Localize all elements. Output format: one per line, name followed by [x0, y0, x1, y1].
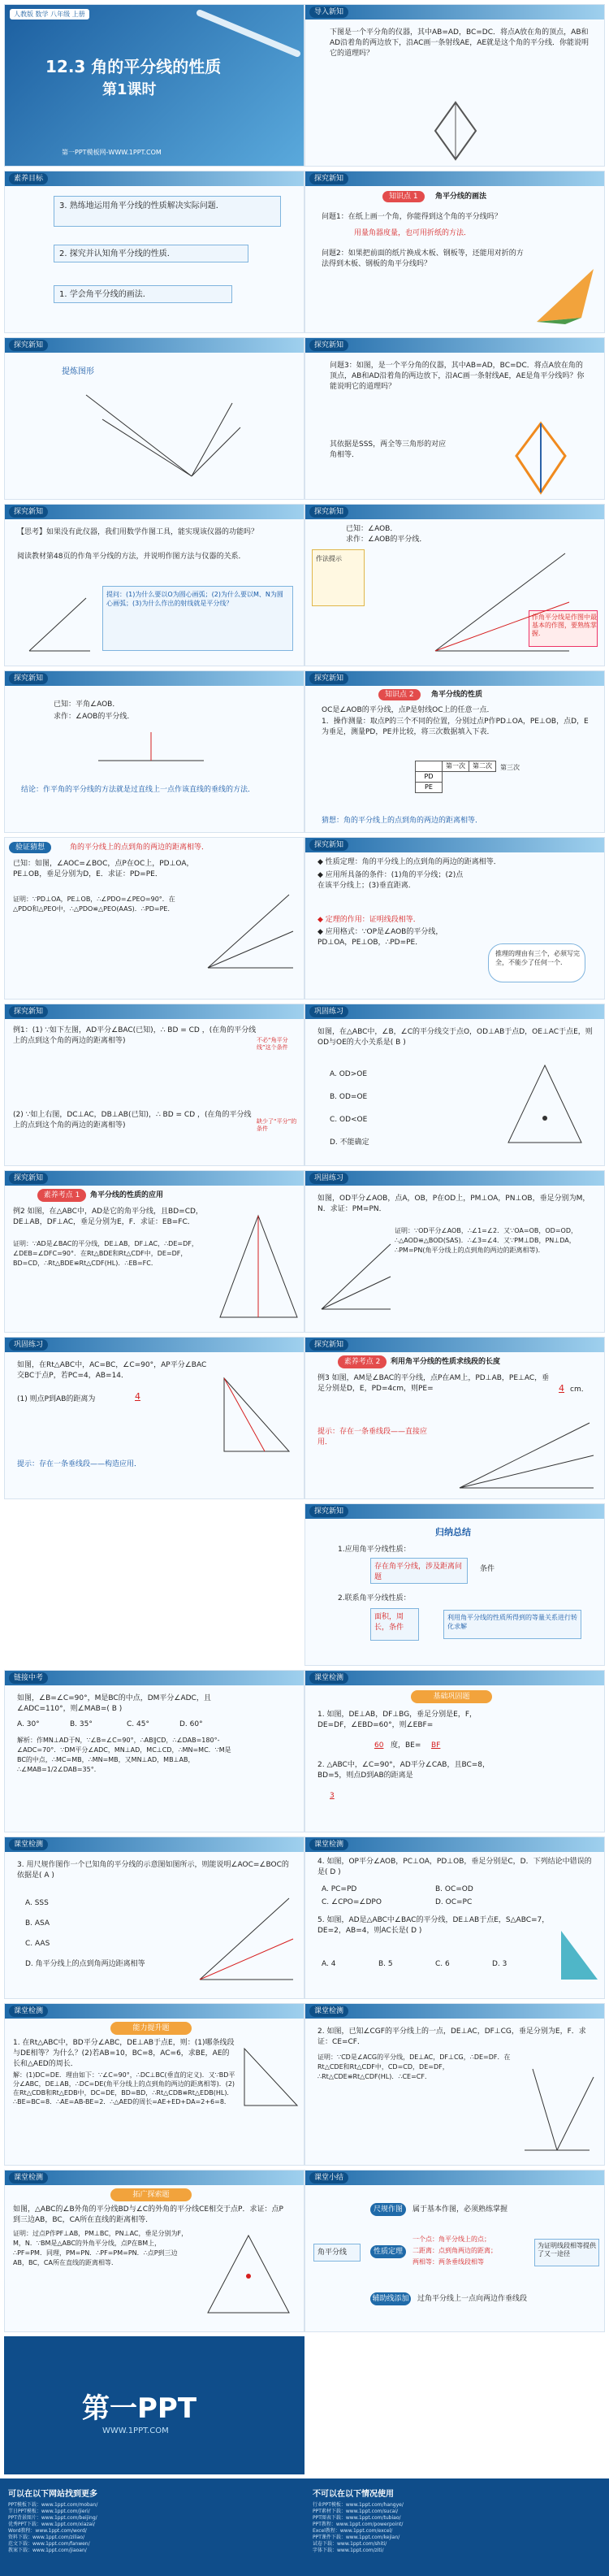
slide-practice-2: [304, 1170, 605, 1333]
footer-link[interactable]: PPT背景图片：www.1ppt.com/beijing/: [8, 2515, 97, 2521]
question-2: 问题2：如果把前面的纸片换成木板、钢板等，还能用对折的方法得到木板、钢板的角平分线吗？: [322, 249, 524, 268]
goal-1: 1. 学会角平分线的画法．: [54, 285, 232, 303]
footer-link[interactable]: 节日PPT模板：www.1ppt.com/jieri/: [8, 2509, 90, 2514]
angle-figure: [516, 2061, 598, 2158]
slide-example-2: [4, 1170, 304, 1333]
section-tag: 探究新知: [9, 673, 48, 684]
proof-text: 证明：∵PD⊥OA，PE⊥OB，∴∠PDO=∠PEO=90°．在△PDO和△PEO中，∴△PDO≌△PEO(AAS)．∴PD=PE．: [13, 896, 175, 913]
triangle-figure: [200, 2231, 297, 2321]
slide-goals: [4, 171, 304, 333]
option-b: B. OD=OE: [330, 1093, 368, 1101]
section-tag: 探究新知: [9, 340, 48, 351]
footer-link[interactable]: PPT素材下载：www.1ppt.com/sucai/: [313, 2509, 399, 2514]
intro-text: 下图是一个平分角的仪器，其中AB=AD，BC=DC．将点A放在角的顶点，AB和AD沿着角的两边放下，沿AC画一条射线AE，AE就是这个角的平分线．你能说明它的道理吗？: [330, 28, 590, 58]
footer-link[interactable]: Excel教程：www.1ppt.com/excel/: [313, 2528, 393, 2534]
option-5a: A. 4: [322, 1960, 336, 1968]
property-p2: 1．操作测量：取点P的三个不同的位置，分别过点P作PD⊥OA，PE⊥OB，点D，E为垂足，测量PD，PE并比较，将三次数据填入下表．: [322, 718, 589, 736]
answer-1: 用量角器度量，也可用折纸的方法．: [354, 229, 472, 237]
method-note: 作法提示: [312, 549, 365, 606]
footer-link[interactable]: PPT图表下载：www.1ppt.com/tubiao/: [313, 2515, 401, 2521]
kp-title: 角平分线的性质: [431, 691, 483, 699]
solution-text: 解析：作MN⊥AD于N，∵∠B=∠C=90°，∴AB∥CD，∴∠DAB=180°-∠ADC=70°．∵DM平分∠ADC，MN⊥AD，MC⊥CD，∴MN=MC．∵M是BC的中点，∴MC=MB，∴MN=MB，又MN⊥AD，MB⊥AB，∴∠MAB=1/2∠DAB=35°．: [17, 1737, 231, 1773]
publisher-badge: 人教版 数学 八年级 上册: [10, 9, 89, 20]
footer-link[interactable]: PPT课件下载：www.1ppt.com/kejian/: [313, 2535, 400, 2540]
literacy-title: 角平分线的性质的应用: [90, 1191, 164, 1199]
node-theorem-b: 二距离：点到角两边的距离；: [412, 2247, 497, 2254]
verify-badge: 验证猜想: [9, 842, 51, 853]
question-2: 2. △ABC中，∠C=90°，AD平分∠CAB，且BC=8，BD=5，则点D到AB的距离是: [317, 1761, 490, 1780]
theorem-text: ◆ 性质定理：角的平分线上的点到角的两边的距离相等．: [317, 858, 501, 866]
option-a: A. OD>OE: [330, 1070, 368, 1078]
question-text: 1. 在Rt△ABC中，BD平分∠ABC，DE⊥AB于点E，则：(1)哪条线段与DE相等？为什么？(2)若AB=10，BC=8，AC=6，求BE，AE的长和△AED的周长．: [13, 2039, 235, 2068]
section-tag: 探究新知: [9, 1173, 48, 1184]
slide-prove: [4, 837, 304, 1000]
error-note-2: 缺少了“平分”的条件: [257, 1118, 297, 1132]
table-corner: [415, 761, 443, 772]
lesson-title: 12.3 角的平分线的性质: [45, 57, 222, 76]
triangle-figure: [557, 1927, 602, 1984]
explore-title: 拓广探索题: [110, 2188, 192, 2201]
footer-link[interactable]: 资料下载：www.1ppt.com/ziliao/: [8, 2535, 85, 2540]
summary-title: 归纳总结: [435, 1527, 471, 1537]
sub-question: (1) 则点P到AB的距离为: [17, 1395, 96, 1403]
think-text: 【思考】如果没有此仪器，我们用数学作图工具，能实现该仪器的功能吗？: [17, 528, 259, 536]
table-row-label: PD: [415, 771, 443, 783]
basic-title: 基础巩固题: [411, 1690, 492, 1703]
node-theorem-note: 为证明线段相等提供了又一途径: [534, 2239, 599, 2266]
footer: [0, 2478, 609, 2576]
question-list: 提问：(1)为什么要以O为圆心画弧；(2)为什么要以M、N为圆心画弧；(3)为什么作出的射线就是平分线？: [102, 586, 293, 651]
question-text: 如图，OD平分∠AOB，点A，OB，P在OD上，PM⊥OA，PN⊥OB，垂足分别为M，N．求证：PM=PN．: [317, 1195, 590, 1213]
slide-explore: [4, 2170, 304, 2332]
hint-text: 阅读教材第48页的作角平分线的方法，并说明作图方法与仪器的关系．: [17, 553, 246, 561]
lesson-subtitle: 第1课时: [102, 81, 157, 98]
angle-figure: [451, 1415, 598, 1496]
known-text: 已知：如图，∠AOC=∠BOC，点P在OC上，PD⊥OA，PE⊥OB，垂足分别为D，E．求证：PD=PE．: [13, 860, 194, 878]
example-2: (2) ∵如上右图，DC⊥AC，DB⊥AB(已知)，∴ BD = CD ，(在角的平分线上的点到这个角的两边的距离相等): [13, 1111, 252, 1130]
slide-summary-check: [4, 1004, 304, 1166]
table-row-label: PE: [415, 782, 443, 793]
author-caption: 第一PPT模板网-WWW.1PPT.COM: [62, 149, 162, 156]
footer-heading-1: 可以在以下网站找到更多: [8, 2490, 97, 2499]
reason-bubble: 推理的理由有三个，必须写完全，不能少了任何一个．: [488, 943, 585, 982]
question-text: 2. 如图，已知∠CGF的平分线上的一点，DE⊥AC，DF⊥CG，垂足分别为E，F．求证：CE=CF．: [317, 2027, 586, 2046]
slide-think: [4, 504, 304, 666]
footer-link[interactable]: 教案下载：www.1ppt.com/jiaoan/: [8, 2548, 87, 2553]
slide-test-45: [304, 1837, 605, 1999]
literacy-title: 利用角平分线的性质求线段的长度: [391, 1358, 501, 1366]
summary-1-box: 存在角平分线，涉及距离问题: [370, 1558, 468, 1584]
answer-2: 3: [330, 1792, 335, 1800]
property-p1: OC是∠AOB的平分线，点P是射线OC上的任意一点．: [322, 706, 495, 714]
section-tag: 探究新知: [309, 506, 348, 518]
section-tag: 链接中考: [9, 1672, 48, 1684]
question-1: 1. 如图，DE⊥AB，DF⊥BG，垂足分别是E，F，DE=DF，∠EBD=60°，则∠EBF=: [317, 1711, 477, 1729]
summary-2: 2.联系角平分线性质：: [338, 1594, 411, 1602]
option-a: A. 30°: [17, 1720, 40, 1728]
table-third-col: 第三次: [500, 764, 520, 771]
proof-text: 证明：∵CD是∠ACG的平分线，DE⊥AC，DF⊥CG，∴DE=DF．在Rt△CDE和Rt△CDF中，CD=CD，DE=DF，∴Rt△CDE≌Rt△CDF(HL)．∴CE=CF．: [317, 2053, 511, 2080]
option-5c: C. 6: [435, 1960, 450, 1968]
literacy-badge: 素养考点 1: [37, 1189, 86, 1202]
slide-straight-angle: [4, 670, 304, 833]
proof-figure: [200, 887, 297, 976]
slide-summary: [304, 1503, 605, 1666]
knowledge-point-badge: 知识点 1: [382, 191, 425, 202]
footer-link[interactable]: 行业PPT模板：www.1ppt.com/hangye/: [313, 2502, 404, 2508]
answer-value: 4: [135, 1391, 140, 1402]
slide-advanced: [4, 2003, 304, 2166]
section-tag: 课堂小结: [309, 2172, 348, 2184]
section-tag: 探究新知: [309, 1506, 348, 1517]
error-note-1: 不必“角平分线”这个条件: [257, 1037, 288, 1051]
footer-col-1: [8, 2487, 296, 2568]
proof-text: 证明：过点P作PF⊥AB，PM⊥BC，PN⊥AC，垂足分别为F，M，N．∵BM是△ABC的外角平分线，点P在BM上，∴PF=PM．同理，PM=PN．∴PF=PM=PN．∴点P到三边AB，BC，CA所在直线的距离相等．: [13, 2230, 188, 2266]
slide-theorem: [304, 837, 605, 1000]
footer-link[interactable]: 范文下载：www.1ppt.com/fanwen/: [8, 2541, 90, 2547]
section-tag: 巩固练习: [309, 1173, 348, 1184]
answer-1b: BF: [431, 1741, 441, 1750]
question-3: 问题3：如图，是一个平分角的仪器，其中AB=AD，BC=DC．将点A放在角的顶点，AB和AD沿着角的两边放下，沿AC画一条射线AE，AE是角平分线吗？你能说明它的道理吗？: [330, 362, 585, 391]
footer-link[interactable]: 优秀PPT下载：www.1ppt.com/xiazai/: [8, 2522, 95, 2527]
slide-intro: [304, 4, 605, 167]
answer-1: 60: [374, 1741, 384, 1750]
proof-text: 证明：∵AD是∠BAC的平分线，DE⊥AB，DF⊥AC，∴DE=DF，∠DEB=∠DFC=90°．在Rt△BDE和Rt△CDF中，DE=DF，BD=CD，∴Rt△BDE≌Rt△CDF(HL)．∴EB=FC．: [13, 1240, 198, 1267]
condition-text: ◆ 应用所具备的条件：(1)角的平分线；(2)点在该平分线上；(3)垂直距离．: [317, 871, 464, 890]
slide-brand: [4, 2336, 304, 2474]
brand-site: WWW.1PPT.COM: [102, 2426, 169, 2435]
section-tag: 探究新知: [309, 1339, 348, 1351]
slide-test-2: [304, 2003, 605, 2166]
angle-figure: [317, 1236, 395, 1317]
slide-kp2: [304, 670, 605, 833]
kite-figure: [431, 98, 480, 163]
section-tag: 课堂检测: [309, 2006, 348, 2017]
measure-table: [415, 761, 496, 806]
footer-col-2: [313, 2487, 601, 2568]
triangle-figure: [500, 1061, 590, 1151]
question-5: 5. 如图，AD是△ABC中∠BAC的平分线，DE⊥AB于点E，S△ABC=7，DE=2，AB=4，则AC长是( D ): [317, 1916, 550, 1935]
known-text: 已知：∠AOB．: [346, 525, 398, 533]
triangle-figure: [216, 1212, 301, 1325]
solution-text: 解：(1)DC=DE．理由如下：∵∠C=90°，∴DC⊥BC(垂直的定义)．又∵BD平分∠ABC，DE⊥AB，∴DC=DE(角平分线上的点到角的两边的距离相等)．(2)在Rt△CDB和Rt△EDB中，DC=DE，BD=BD，∴Rt△CDB≌Rt△EDB(HL)．∴BE=BC=8．∴AE=AB-BE=2．∴△AED的周长=AE+ED+DA=2+6=8．: [13, 2071, 235, 2105]
fan-figure: [533, 261, 598, 326]
summary-2-result: 利用角平分线的性质所得到的等量关系进行转化求解: [443, 1610, 581, 1639]
section-tag: 课堂检测: [309, 1839, 348, 1850]
mindmap-root: 角平分线: [313, 2244, 361, 2262]
role-text: ◆ 定理的作用：证明线段相等．: [317, 916, 421, 924]
guess-text: 猜想：角的平分线上的点到角的两边的距离相等．: [322, 817, 483, 825]
option-d: D. 不能确定: [330, 1138, 369, 1147]
slide-exam: [4, 1670, 304, 1832]
section-tag: 巩固练习: [9, 1339, 48, 1351]
option-c: C. 45°: [127, 1720, 149, 1728]
hint-text: 提示：存在一条垂线段——直接应用．: [317, 1428, 428, 1446]
example-text: 例2 如图，在△ABC中，AD是它的角平分线，且BD=CD，DE⊥AB，DF⊥AC，垂足分别为E，F．求证：EB=FC．: [13, 1208, 203, 1226]
angle-figure: [70, 371, 248, 492]
option-d: D. 60°: [179, 1720, 203, 1728]
hint-text: 提示：存在一条垂线段——构造应用．: [17, 1460, 142, 1468]
option-b: B. ASA: [25, 1919, 50, 1928]
section-tag: 探究新知: [309, 673, 348, 684]
footer-link[interactable]: 试卷下载：www.1ppt.com/shiti/: [313, 2541, 387, 2547]
section-tag: 课堂检测: [9, 1839, 48, 1850]
option-4c: C. ∠CPO=∠DPO: [322, 1898, 382, 1906]
slide-title: [4, 4, 304, 167]
angle-sketch: [21, 594, 94, 659]
option-a: A. SSS: [25, 1899, 49, 1907]
slide-blank-area: [4, 1503, 304, 1666]
example-text: 例3 如图，AM是∠BAC的平分线，点P在AM上，PD⊥AB，PE⊥AC，垂足分别是D，E，PD=4cm，则PE=: [317, 1374, 550, 1393]
slide-q3: [304, 337, 605, 500]
right-triangle-figure: [216, 1370, 297, 1459]
node-construct-desc: 属于基本作图，必须熟练掌握: [412, 2205, 508, 2214]
section-tag: 课堂检测: [9, 2172, 48, 2184]
option-5d: D. 3: [492, 1960, 508, 1968]
option-4a: A. PC=PD: [322, 1885, 357, 1893]
table-head: 第一次: [442, 761, 469, 772]
brand-logo: 第一PPT: [82, 2392, 197, 2425]
question-text: 如图，△ABC的∠B外角的平分线BD与∠C的外角的平分线CE相交于点P．求证：点P到三边AB，BC，CA所在直线的距离相等．: [13, 2205, 283, 2224]
section-tag: 探究新知: [9, 506, 48, 518]
slide-example-3: [304, 1337, 605, 1499]
section-tag: 课堂检测: [9, 2006, 48, 2017]
knowledge-point-badge: 知识点 2: [378, 689, 421, 700]
slide-wrapup: [304, 2170, 605, 2332]
construction-figure: [427, 537, 573, 659]
summary-1: 1.应用角平分线性质：: [338, 1546, 411, 1554]
option-b: B. 35°: [70, 1720, 93, 1728]
literacy-badge: 素养考点 2: [338, 1355, 387, 1368]
section-tag: 探究新知: [309, 173, 348, 184]
sss-note: 其依据是SSS，两全等三角形的对应角相等．: [330, 440, 447, 459]
node-theorem-c: 两相等：两条垂线段相等: [412, 2258, 484, 2266]
option-c: C. OD<OE: [330, 1116, 368, 1124]
section-tag: 探究新知: [309, 340, 348, 351]
question-4: 4. 如图，OP平分∠AOB，PC⊥OA，PD⊥OB，垂足分别是C，D．下列结论中错误的是( D ): [317, 1858, 592, 1876]
slide-figure: [4, 337, 304, 500]
kp-title: 角平分线的画法: [435, 193, 487, 201]
table-head: 第二次: [469, 761, 496, 772]
known-text: 已知：平角∠AOB．: [54, 700, 120, 709]
footer-link[interactable]: PPT模板下载：www.1ppt.com/moban/: [8, 2502, 98, 2508]
slide-test-3: [4, 1837, 304, 1999]
slide-basic: [304, 1670, 605, 1832]
kite-figure: [508, 419, 573, 497]
goal-3: 3. 熟练地运用角平分线的性质解决实际问题．: [54, 196, 281, 227]
question-text: 如图，∠B=∠C=90°，M是BC的中点，DM平分∠ADC，且∠ADC=110°，则∠MAB=( B ): [17, 1694, 211, 1713]
answer-1-unit: 度，BE=: [391, 1741, 421, 1750]
footer-link[interactable]: PPT教程：www.1ppt.com/powerpoint/: [313, 2522, 404, 2527]
option-4d: D. OC=PC: [435, 1898, 473, 1906]
footer-link[interactable]: 字体下载：www.1ppt.com/ziti/: [313, 2548, 384, 2553]
summary-2-box: 面积，周长，条件: [370, 1608, 419, 1641]
statement-text: 角的平分线上的点到角的两边的距离相等．: [70, 843, 209, 852]
node-construct: 尺规作图: [370, 2203, 406, 2216]
proof-text: 证明：∵OD平分∠AOB，∴∠1=∠2．又∵OA=OB，OD=OD，∴△AOD≌△BOD(SAS)．∴∠3=∠4．又∵PM⊥DB，PN⊥DA，∴PM=PN(角平分线上的点到角的两边的距离相等)．: [395, 1227, 577, 1254]
question-text: 如图，在Rt△ABC中，AC=BC，∠C=90°，AP平分∠BAC交BC于点P，若PC=4，AB=14．: [17, 1361, 207, 1380]
node-aux-desc: 过角平分线上一点向两边作垂线段: [417, 2295, 528, 2303]
section-tag: 导入新知: [309, 7, 348, 18]
footer-heading-2: 不可以在以下情况使用: [313, 2490, 394, 2499]
option-4b: B. OC=OD: [435, 1885, 473, 1893]
question-text: 3. 用尺规作图作一个已知角的平分线的示意图如图所示，则能说明∠AOC=∠BOC的依据是( A ): [17, 1861, 289, 1880]
format-text: ◆ 应用格式：∵OP是∠AOB的平分线，PD⊥OA，PE⊥OB，∴PD=PE．: [317, 928, 443, 947]
pen-icon: [192, 5, 304, 62]
answer-unit: cm．: [570, 1386, 589, 1394]
slide-construct: [304, 504, 605, 666]
option-d: D. 角平分线上的点到角两边距离相等: [25, 1960, 145, 1968]
node-theorem-a: 一个点：角平分线上的点；: [412, 2236, 490, 2243]
question-text: 如图，在△ABC中，∠B，∠C的平分线交于点O，OD⊥AB于点D，OE⊥AC于点E，则OD与OE的大小关系是( B ): [317, 1028, 593, 1047]
answer-value: 4: [559, 1383, 564, 1394]
footer-link[interactable]: Word教程：www.1ppt.com/word/: [8, 2528, 87, 2534]
example-1: 例1：(1) ∵如下左图，AD平分∠BAC(已知)，∴ BD = CD ，(在角的平分线上的点到这个角的两边的距离相等): [13, 1026, 257, 1045]
section-tag: 巩固练习: [309, 1006, 348, 1017]
node-theorem: 性质定理: [370, 2245, 406, 2258]
goal-2: 2. 探究并认知角平分线的性质．: [54, 245, 248, 262]
section-tag: 课堂检测: [309, 1672, 348, 1684]
question-1: 问题1：在纸上画一个角，你能得到这个角的平分线吗？: [322, 213, 502, 221]
construction-figure: [192, 1890, 297, 1988]
option-5b: B. 5: [378, 1960, 393, 1968]
right-triangle-figure: [240, 2045, 301, 2110]
slide-practice-3: [4, 1337, 304, 1499]
todo-text: 求作：∠AOB的平分线．: [346, 536, 427, 544]
conclusion-text: 结论：作平角的平分线的方法就是过直线上一点作该直线的垂线的方法．: [21, 786, 256, 794]
slide-practice-1: [304, 1004, 605, 1166]
todo-text: 求作：∠AOB的平分线．: [54, 713, 135, 721]
section-tag: 素养目标: [9, 173, 48, 184]
slide-kp1: [304, 171, 605, 333]
option-c: C. AAS: [25, 1940, 50, 1948]
straight-angle-figure: [94, 728, 208, 769]
node-aux: 辅助线添加: [370, 2292, 411, 2305]
summary-1-tag: 条件: [480, 1565, 495, 1573]
warning-note: 作角平分线是作图中最基本的作图，要熟练掌握．: [529, 610, 598, 647]
section-tag: 探究新知: [9, 1006, 48, 1017]
section-tag: 探究新知: [309, 839, 348, 851]
figure-label: 提炼图形: [62, 367, 94, 376]
advanced-title: 能力提升题: [110, 2022, 192, 2035]
